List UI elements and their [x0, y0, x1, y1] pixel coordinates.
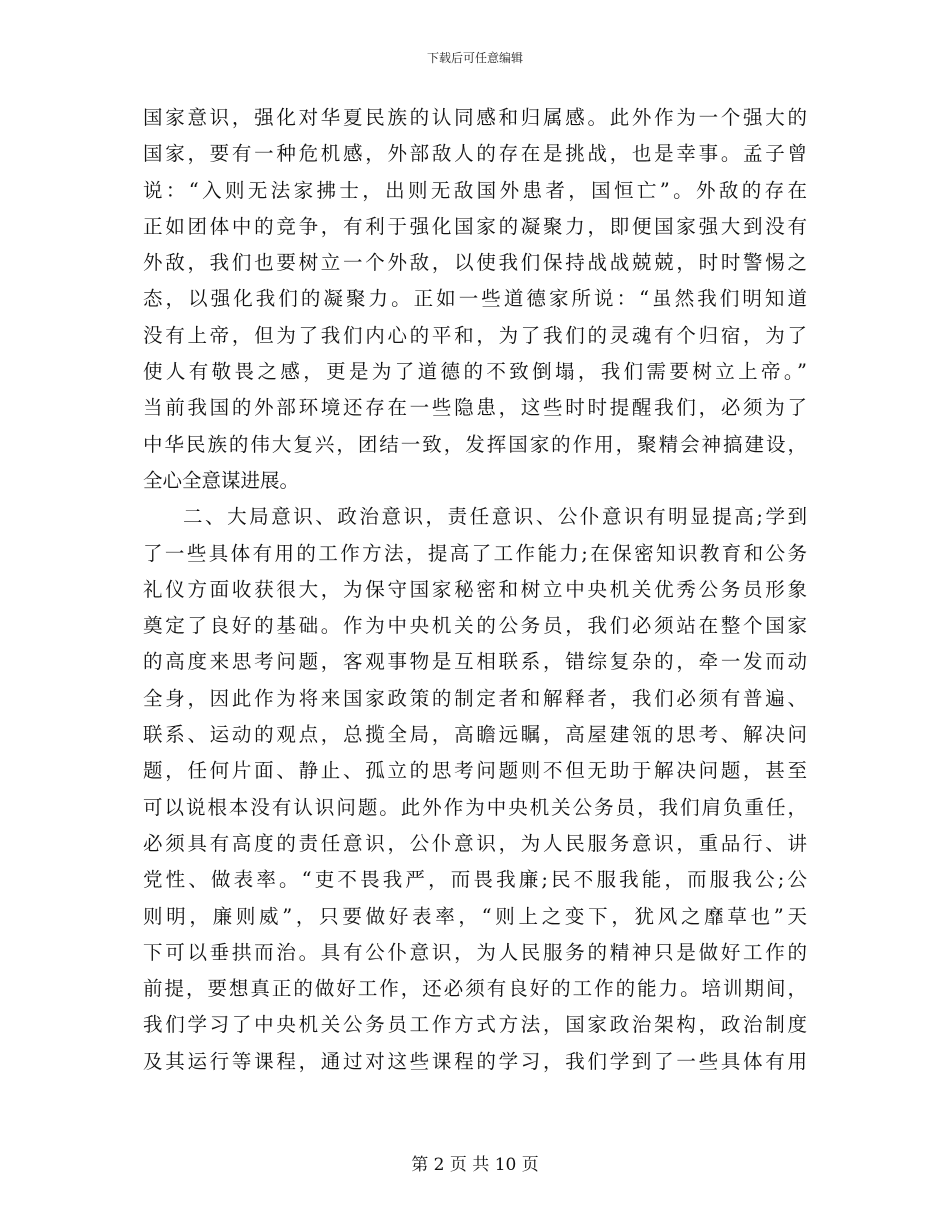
text-line: 了一些具体有用的工作方法，提高了工作能力;在保密知识教育和公务 [143, 541, 807, 565]
text-line: 前提，要想真正的做好工作，还必须有良好的工作的能力。培训期间， [143, 977, 807, 1001]
text-line: 全心全意谋进展。 [143, 468, 300, 492]
text-line: 国家，要有一种危机感，外部敌人的存在是挑战，也是幸事。孟子曾 [143, 142, 807, 166]
text-line: 下可以垂拱而治。具有公仆意识，为人民服务的精神只是做好工作的 [143, 940, 807, 964]
text-line: 奠定了良好的基础。作为中央机关的公务员，我们必须站在整个国家 [143, 614, 807, 638]
document-body [143, 100, 807, 1080]
page-number-footer: 第 2 页 共 10 页 [411, 1155, 539, 1175]
text-line: 的高度来思考问题，客观事物是互相联系，错综复杂的，牵一发而动 [143, 650, 807, 674]
text-line: 没有上帝，但为了我们内心的平和，为了我们的灵魂有个归宿，为了 [143, 323, 807, 347]
text-line: 则明，廉则威”，只要做好表率，“则上之变下，犹风之靡草也”天 [143, 904, 807, 928]
paragraph [143, 499, 807, 1080]
text-line: 说：“入则无法家拂士，出则无敌国外患者，国恒亡”。外敌的存在 [143, 178, 807, 202]
text-line: 可以说根本没有认识问题。此外作为中央机关公务员，我们肩负重任， [143, 795, 807, 819]
page-header: 下载后可任意编辑 [426, 51, 523, 65]
text-line: 联系、运动的观点，总揽全局，高瞻远瞩，高屋建瓴的思考、解决问 [143, 723, 807, 747]
text-line: 使人有敬畏之感，更是为了道德的不致倒塌，我们需要树立上帝。” [143, 360, 807, 384]
text-line: 党性、做表率。“吏不畏我严，而畏我廉;民不服我能，而服我公;公 [143, 868, 807, 892]
text-line: 正如团体中的竞争，有利于强化国家的凝聚力，即便国家强大到没有 [143, 214, 807, 238]
text-line: 及其运行等课程，通过对这些课程的学习，我们学到了一些具体有用 [143, 1049, 807, 1073]
text-line: 必须具有高度的责任意识，公仆意识，为人民服务意识，重品行、讲 [143, 831, 807, 855]
text-line: 中华民族的伟大复兴，团结一致，发挥国家的作用，聚精会神搞建设， [143, 432, 807, 456]
text-line: 外敌，我们也要树立一个外敌，以使我们保持战战兢兢，时时警惕之 [143, 251, 807, 275]
text-line: 全身，因此作为将来国家政策的制定者和解释者，我们必须有普遍、 [143, 686, 807, 710]
text-line: 态，以强化我们的凝聚力。正如一些道德家所说：“虽然我们明知道 [143, 287, 807, 311]
text-line: 我们学习了中央机关公务员工作方式方法，国家政治架构，政治制度 [143, 1013, 807, 1037]
text-line: 当前我国的外部环境还存在一些隐患，这些时时提醒我们，必须为了 [143, 396, 807, 420]
paragraph [143, 100, 807, 499]
text-line: 国家意识，强化对华夏民族的认同感和归属感。此外作为一个强大的 [143, 106, 807, 129]
text-line: 礼仪方面收获很大，为保守国家秘密和树立中央机关优秀公务员形象 [143, 577, 807, 601]
text-line: 二、大局意识、政治意识，责任意识、公仆意识有明显提高;学到 [183, 505, 807, 529]
text-line: 题，任何片面、静止、孤立的思考问题则不但无助于解决问题，甚至 [143, 759, 807, 783]
